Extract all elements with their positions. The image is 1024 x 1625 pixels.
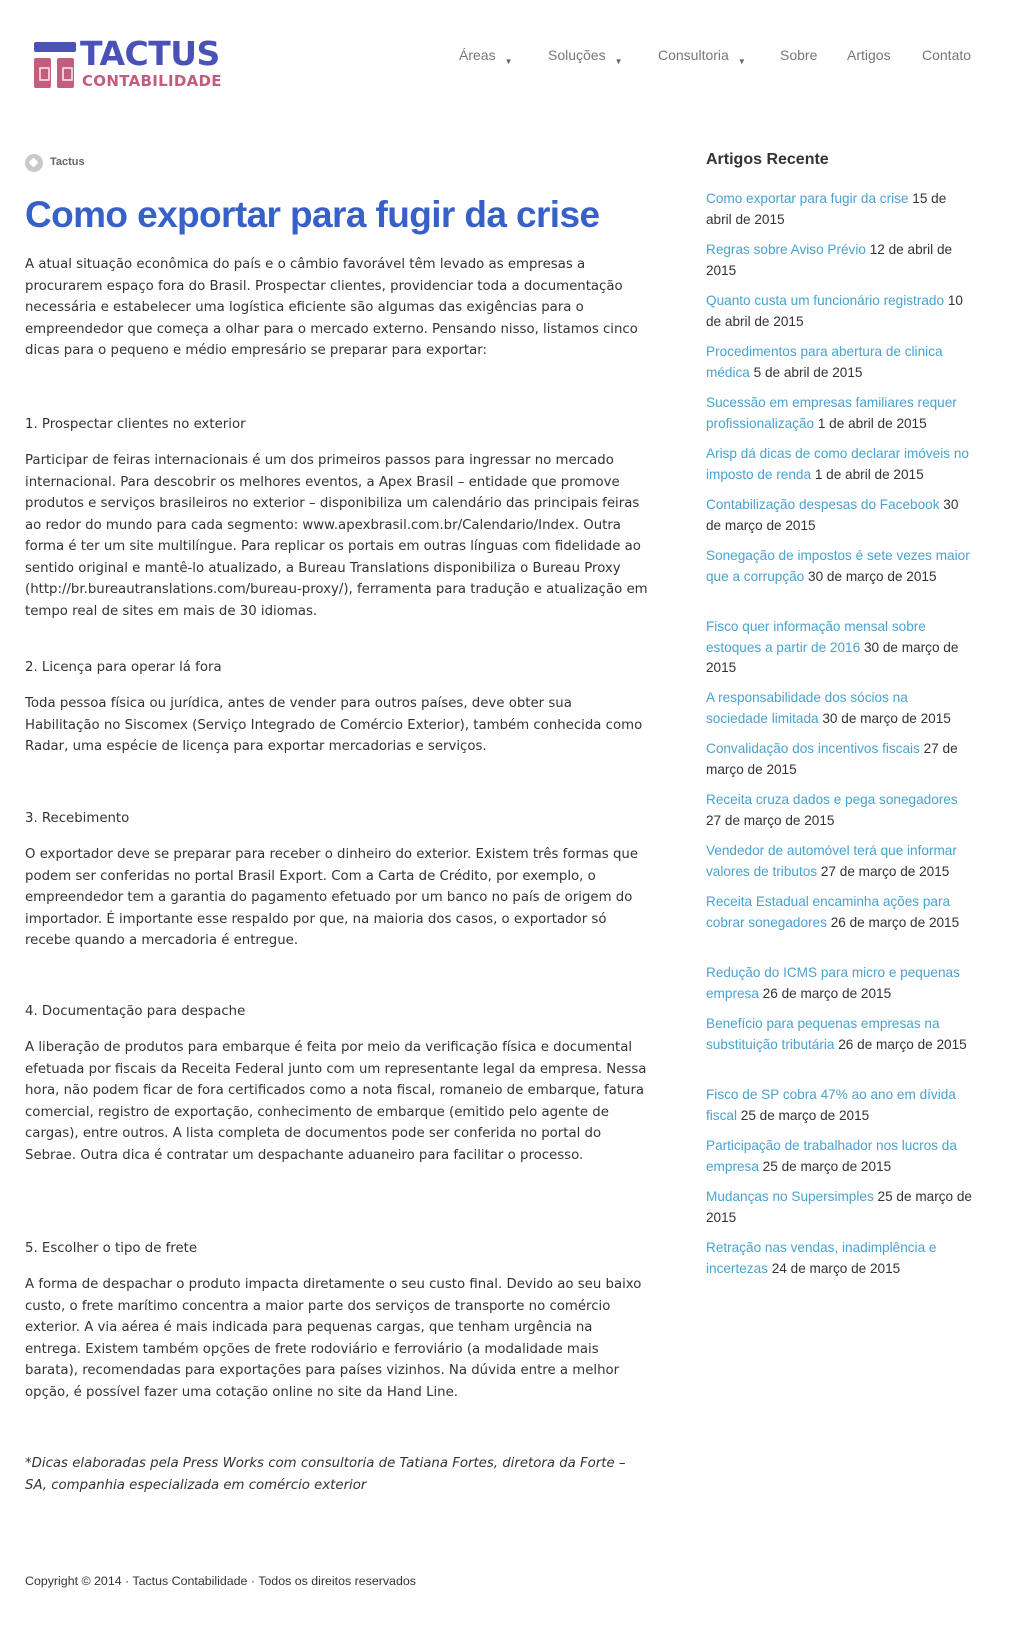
tag-icon [25,154,43,172]
list-item [706,1187,972,1228]
tag-label: Tactus [50,156,85,168]
recent-article-date: 15 de abril de 2015 [706,191,947,227]
list-item [706,495,972,536]
nav-item-label: Artigos [847,47,891,63]
recent-article-link[interactable]: Fisco quer informação mensal sobre estoques a partir de 2016 [706,619,926,655]
list-item [706,1014,972,1055]
nav-item-solucoes[interactable] [548,46,623,71]
nav-item-label: Consultoria [658,47,729,63]
recent-article-date: 25 de março de 2015 [762,1158,892,1174]
recent-article-link[interactable]: Benefício para pequenas empresas na substituição tributária [706,1016,940,1052]
recent-article-date: 12 de abril de 2015 [706,242,953,278]
list-item [706,841,972,882]
recent-article-date: 26 de março de 2015 [838,1036,967,1052]
recent-article-link[interactable]: Convalidação dos incentivos fiscais [706,741,920,756]
recent-article-date: 24 de março de 2015 [771,1260,901,1276]
list-item [706,393,972,434]
nav-item-label: Soluções [548,47,606,63]
recent-article-link[interactable]: Redução do ICMS para micro e pequenas empresa [706,965,960,1001]
chevron-down-icon: ▼ [737,57,746,66]
recent-article-date: 10 de abril de 2015 [706,293,963,329]
recent-article-link[interactable]: Participação de trabalhador nos lucros da empresa [706,1138,957,1174]
recent-article-link[interactable]: Procedimentos para abertura de clinica médica [706,344,943,380]
section-heading: 3. Recebimento [25,811,130,826]
recent-article-date: 30 de março de 2015 [706,639,959,676]
nav-item-label: Sobre [780,47,818,63]
nav-item-contato[interactable] [922,46,971,64]
list-item [706,444,972,485]
list-item [706,617,972,679]
section-text: Toda pessoa física ou jurídica, antes de vender para outros países, deve obter sua Habilitação no Siscomex (Serviço Integrado de Comércio Exterior), também conhecida como Radar, uma espécie de licença para exportar mercadorias e serviços. [25,696,643,754]
recent-article-date: 1 de abril de 2015 [814,466,924,482]
recent-article-date: 27 de março de 2015 [820,863,950,879]
nav-item-sobre[interactable] [780,46,817,64]
recent-article-date: 26 de março de 2015 [830,914,960,930]
section-text: A liberação de produtos para embarque é feita por meio da verificação física e documental efetuada por fiscais da Receita Federal junto com um representante legal da empresa. Nessa hora, não podem ficar de fora certificados como a nota fiscal, romaneio de embarque, fatura comercial, registro de exportação, conhecimento de embarque (emitido pelo agente de cargas), entre outros. A lista completa de documentos pode ser conferida no portal do Sebrae. Outra dica é contratar um despachante aduaneiro para facilitar o processo. [25,1040,647,1163]
section-text: O exportador deve se preparar para receber o dinheiro do exterior. Existem três formas que podem ser conferidas no portal Brasil Export. Com a Carta de Crédito, por exemplo, o empreendedor tem a garantia do pagamento efetuado por um banco no país de origem do importador. É importante esse respaldo por que, na maioria dos casos, o exportador só recebe quando a mercadoria é entregue. [25,847,639,948]
section-heading: 5. Escolher o tipo de frete [25,1241,198,1256]
article-intro: A atual situação econômica do país e o câmbio favorável têm levado as empresas a procurarem espaço fora do Brasil. Prospectar clientes, providenciar toda a documentação necessária e estabelecer uma logística eficiente são algumas das exigências para o empreendedor que começa a olhar para o mercado externo. Pensando nisso, listamos cinco dicas para o pequeno e médio empresário se preparar para exportar: [25,257,638,358]
recent-article-link[interactable]: Regras sobre Aviso Prévio [706,242,866,257]
nav-item-consultoria[interactable] [658,46,746,71]
recent-article-link[interactable]: Mudanças no Supersimples [706,1189,874,1204]
list-item [706,342,972,383]
recent-article-link[interactable]: A responsabilidade dos sócios na sociedade limitada [706,690,908,726]
chevron-down-icon: ▼ [504,57,513,66]
section-heading: 1. Prospectar clientes no exterior [25,417,246,432]
recent-article-date: 5 de abril de 2015 [753,364,863,380]
recent-article-link[interactable]: Retração nas vendas, inadimplência e incertezas [706,1240,937,1276]
list-item [706,1238,972,1279]
list-item [706,1136,972,1177]
recent-article-link[interactable]: Receita Estadual encaminha ações para cobrar sonegadores [706,894,951,930]
recent-article-date: 30 de março de 2015 [706,497,959,533]
site-footer [25,1574,416,1588]
list-item [706,1085,972,1126]
logo-subtitle: CONTABILIDADE [82,72,222,90]
recent-article-link[interactable]: Vendedor de automóvel terá que informar valores de tributos [706,843,957,879]
list-item [706,546,972,587]
recent-article-link[interactable]: Quanto custa um funcionário registrado [706,293,945,308]
nav-item-areas[interactable] [459,46,513,71]
list-item [706,291,972,332]
main-nav [0,46,1024,70]
recent-article-date: 25 de março de 2015 [706,1189,972,1225]
section-heading: 4. Documentação para despache [25,1004,246,1019]
recent-article-date: 30 de março de 2015 [808,568,937,584]
nav-item-artigos[interactable] [847,46,891,64]
recent-article-link[interactable]: Receita cruza dados e pega sonegadores [706,792,958,807]
section-heading: 2. Licença para operar lá fora [25,660,222,675]
recent-article-date: 26 de março de 2015 [762,985,892,1001]
recent-article-link[interactable]: Contabilização despesas do Facebook [706,497,940,512]
site-header [0,0,1024,110]
recent-article-link[interactable]: Fisco de SP cobra 47% ao ano em dívida fiscal [706,1087,956,1123]
sidebar-title: Artigos Recente [706,151,829,168]
list-item [706,189,972,230]
recent-article-link[interactable]: Como exportar para fugir da crise [706,191,909,206]
list-item [706,240,972,281]
list-item [706,739,972,780]
page-title: Como exportar para fugir da crise [25,194,600,235]
chevron-down-icon: ▼ [614,57,623,66]
nav-item-label: Áreas [459,47,496,63]
recent-article-link[interactable]: Sonegação de impostos é sete vezes maior que a corrupção [706,548,970,584]
recent-article-link[interactable]: Arisp dá dicas de como declarar imóveis no imposto de renda [706,446,969,482]
list-item [706,892,972,933]
list-item [706,963,972,1004]
recent-article-date: 1 de abril de 2015 [817,415,927,431]
recent-article-date: 27 de março de 2015 [706,812,835,828]
nav-item-label: Contato [922,47,972,63]
recent-article-date: 30 de março de 2015 [822,710,951,726]
section-text: A forma de despachar o produto impacta diretamente o seu custo final. Devido ao seu baixo custo, o frete marítimo concentra a maior parte dos serviços de transporte no comércio exterior. A via aérea é mais indicada para pequenas cargas, que tenham urgência na entrega. Existem também opções de frete rodoviário e ferroviário (a modalidade mais barata), recomendadas para exportações para países vizinhos. Na dúvida entre a melhor opção, é possível fazer uma cotação online no site da Hand Line. [25,1277,642,1400]
article-footnote: *Dicas elaboradas pela Press Works com consultoria de Tatiana Fortes, diretora da Forte – SA, companhia especializada em comércio exterior [25,1456,626,1493]
recent-article-date: 25 de março de 2015 [740,1107,870,1123]
recent-article-date: 27 de março de 2015 [706,741,958,777]
section-text: Participar de feiras internacionais é um dos primeiros passos para ingressar no mercado internacional. Para descobrir os melhores eventos, a Apex Brasil – entidade que promove produtos e serviços brasileiros no exterior – disponibiliza um calendário das principais feiras ao redor do mundo para cada segmento: www.apexbrasil.com.br/Calendario/Index. Outra forma é ter um site multilíngue. Para replicar os portais em outras línguas com fidelidade ao sentido original e mantê-lo atualizado, a Bureau Translations disponibiliza o Bureau Proxy (http://br.bureautranslations.com/bureau-proxy/), ferramenta para tradução e atualização em tempo real de sites em mais de 30 idiomas. [25,453,648,619]
copyright-text: Copyright © 2014 · Tactus Contabilidade · Todos os direitos reservados [25,1574,416,1588]
recent-article-link[interactable]: Sucessão em empresas familiares requer profissionalização [706,395,957,431]
list-item [706,688,972,729]
list-item [706,790,972,831]
logo-name: TACTUS [80,34,220,73]
